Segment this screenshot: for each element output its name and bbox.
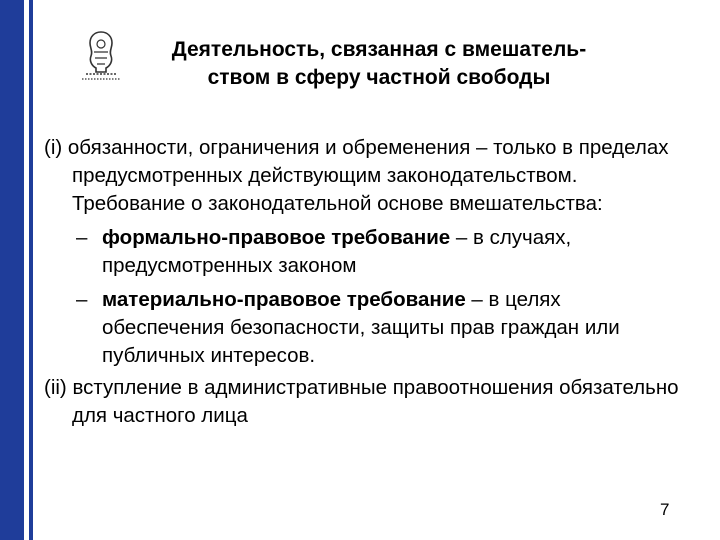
- dash-bullet: –: [76, 288, 88, 311]
- list-item-2: (ii) вступление в административные правоотношения обязательно для частного лица: [44, 376, 679, 427]
- list-item-1: (i) обязанности, ограничения и обременения – только в пределах предусмотренных действующим законодательством. Требование о законодательной основе вмешательства:: [44, 136, 669, 215]
- left-accent-band: [0, 0, 24, 540]
- sub-item-text: – в случаях, предусмотренных законом: [102, 226, 572, 277]
- slide-title-line-1: Деятельность, связанная с вмешатель-: [171, 38, 587, 61]
- slide-title-line-2: ством в сферу частной свободы: [207, 66, 551, 89]
- sub-item-text: – в целях обеспечения безопасности, защиты прав граждан или публичных интересов.: [102, 288, 620, 367]
- sub-list-item-2: [44, 286, 680, 370]
- dash-bullet: –: [76, 226, 88, 249]
- sub-list-item-1: [44, 224, 680, 280]
- slide-title: [136, 36, 622, 92]
- emblem-icon: [74, 28, 128, 82]
- slide-body: [44, 134, 680, 434]
- sub-item-bold-term: формально-правовое требование: [102, 226, 451, 249]
- page-number: 7: [660, 500, 670, 519]
- sub-item-bold-term: материально-правовое требование: [102, 288, 466, 311]
- left-accent-stripe: [29, 0, 33, 540]
